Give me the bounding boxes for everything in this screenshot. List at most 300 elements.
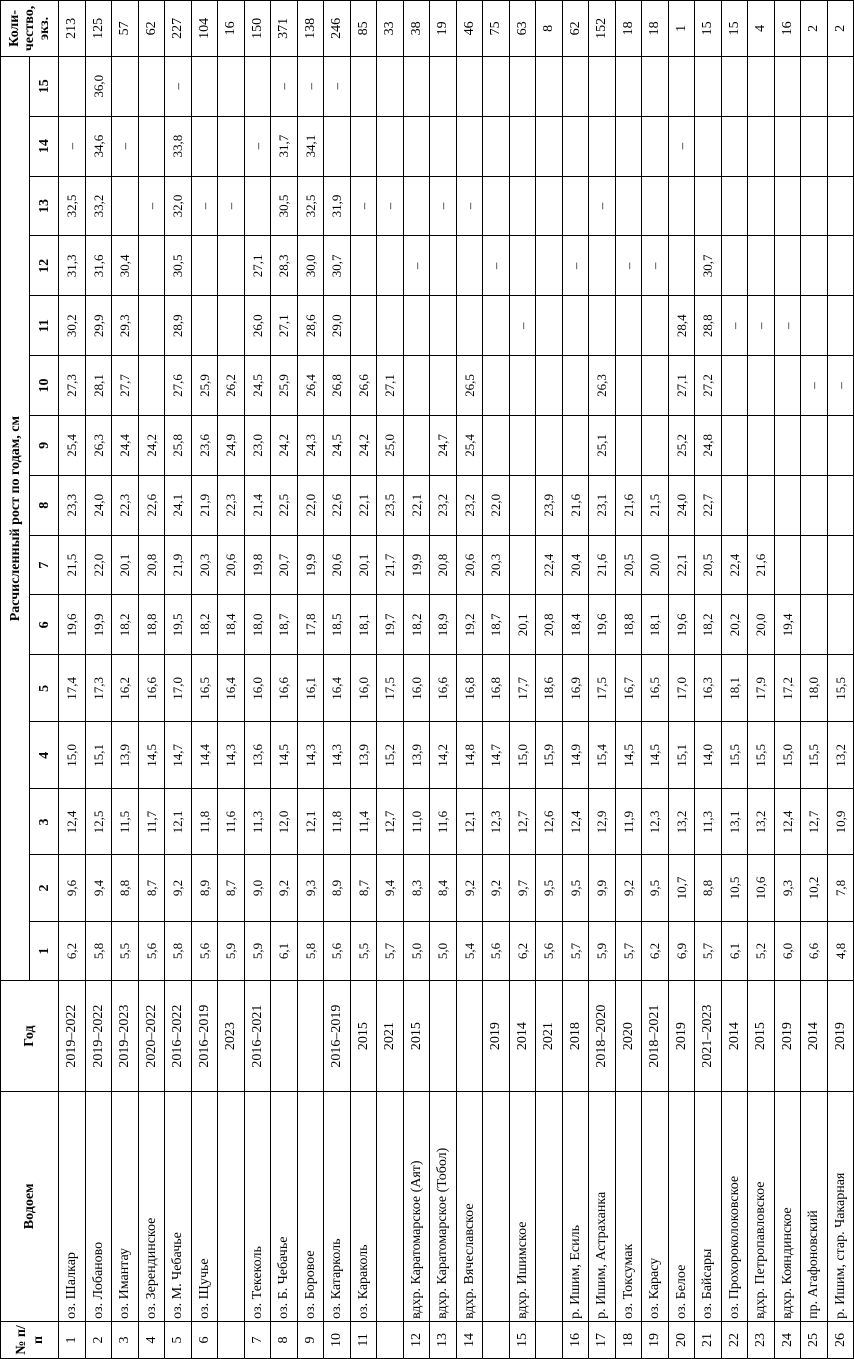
year: 2019–2023 bbox=[112, 981, 139, 1091]
growth-value: 9,9 bbox=[589, 855, 616, 921]
year bbox=[297, 981, 324, 1091]
growth-value: 9,5 bbox=[536, 855, 563, 921]
growth-value bbox=[536, 116, 563, 176]
water-body: вдхр. Вячеславское bbox=[456, 1091, 483, 1321]
growth-value: 27,1 bbox=[271, 296, 298, 356]
growth-value: 20,8 bbox=[430, 535, 457, 595]
year: 2019–2022 bbox=[59, 981, 86, 1091]
row-number: 25 bbox=[801, 1321, 828, 1358]
growth-value bbox=[801, 296, 828, 356]
growth-value: 18,2 bbox=[191, 595, 218, 655]
growth-value: 20,0 bbox=[642, 535, 669, 595]
growth-value: – bbox=[165, 56, 192, 116]
growth-value bbox=[642, 296, 669, 356]
count: 15 bbox=[721, 1, 748, 57]
growth-value: 8,4 bbox=[430, 855, 457, 921]
growth-value: 26,5 bbox=[456, 356, 483, 416]
growth-value: 24,9 bbox=[218, 415, 245, 475]
row-number: 24 bbox=[774, 1321, 801, 1358]
header-age-9: 9 bbox=[30, 415, 59, 475]
growth-value: 16,0 bbox=[403, 655, 430, 722]
growth-value bbox=[138, 356, 165, 416]
growth-value: 15,0 bbox=[509, 722, 536, 789]
growth-value bbox=[774, 535, 801, 595]
growth-value: 8,8 bbox=[112, 855, 139, 921]
growth-value: 21,5 bbox=[59, 535, 86, 595]
count: 125 bbox=[85, 1, 112, 57]
growth-value: 32,5 bbox=[59, 176, 86, 236]
growth-value: 23,9 bbox=[536, 475, 563, 535]
growth-value: 24,2 bbox=[350, 415, 377, 475]
water-body: р. Ишим, Астраханка bbox=[589, 1091, 616, 1321]
growth-value bbox=[695, 116, 722, 176]
growth-value bbox=[377, 56, 404, 116]
growth-value: 20,0 bbox=[748, 595, 775, 655]
water-body: оз. Боровое bbox=[297, 1091, 324, 1321]
growth-value: 13,1 bbox=[721, 789, 748, 855]
growth-value: 18,1 bbox=[350, 595, 377, 655]
growth-value bbox=[138, 236, 165, 296]
growth-value: 17,2 bbox=[774, 655, 801, 722]
growth-value: 18,0 bbox=[801, 655, 828, 722]
growth-value: 10,2 bbox=[801, 855, 828, 921]
growth-value: 19,6 bbox=[589, 595, 616, 655]
row-number: 3 bbox=[112, 1321, 139, 1358]
year: 2019 bbox=[483, 981, 510, 1091]
growth-value bbox=[59, 56, 86, 116]
count: 1 bbox=[668, 1, 695, 57]
growth-value: 25,8 bbox=[165, 415, 192, 475]
growth-value: 15,9 bbox=[536, 722, 563, 789]
growth-value: 15,4 bbox=[589, 722, 616, 789]
row-number: 16 bbox=[562, 1321, 589, 1358]
growth-value bbox=[536, 56, 563, 116]
growth-value: 24,5 bbox=[324, 415, 351, 475]
row-number: 1 bbox=[59, 1321, 86, 1358]
growth-value: 22,0 bbox=[85, 535, 112, 595]
growth-value: 16,0 bbox=[350, 655, 377, 722]
growth-value: 23,2 bbox=[430, 475, 457, 535]
growth-value: 5,7 bbox=[615, 921, 642, 981]
growth-value: 30,0 bbox=[297, 236, 324, 296]
growth-value: 18,1 bbox=[642, 595, 669, 655]
growth-value: 9,3 bbox=[297, 855, 324, 921]
table-row bbox=[85, 1, 112, 1359]
growth-value: 11,3 bbox=[695, 789, 722, 855]
growth-value: 5,9 bbox=[218, 921, 245, 981]
growth-value: 5,6 bbox=[324, 921, 351, 981]
growth-value: 18,4 bbox=[562, 595, 589, 655]
table-row bbox=[324, 1, 351, 1359]
growth-value: 27,2 bbox=[695, 356, 722, 416]
growth-value: 17,0 bbox=[165, 655, 192, 722]
water-body: оз. Текеколь bbox=[244, 1091, 271, 1321]
count: 150 bbox=[244, 1, 271, 57]
growth-value: 16,4 bbox=[324, 655, 351, 722]
growth-value: 22,4 bbox=[721, 535, 748, 595]
growth-value: 12,1 bbox=[165, 789, 192, 855]
growth-value bbox=[801, 56, 828, 116]
year: 2019–2022 bbox=[85, 981, 112, 1091]
growth-value bbox=[615, 356, 642, 416]
growth-value bbox=[562, 176, 589, 236]
growth-value: 12,7 bbox=[801, 789, 828, 855]
growth-value bbox=[721, 116, 748, 176]
growth-value: 24,2 bbox=[271, 415, 298, 475]
growth-value: 16,5 bbox=[191, 655, 218, 722]
count: 75 bbox=[483, 1, 510, 57]
water-body: оз. Байсары bbox=[695, 1091, 722, 1321]
growth-value bbox=[827, 236, 854, 296]
growth-value bbox=[191, 56, 218, 116]
growth-value: 22,7 bbox=[695, 475, 722, 535]
header-year: Год bbox=[1, 981, 59, 1091]
growth-value: 26,2 bbox=[218, 356, 245, 416]
row-number: 8 bbox=[271, 1321, 298, 1358]
growth-value: 16,7 bbox=[615, 655, 642, 722]
growth-value bbox=[668, 56, 695, 116]
growth-value: 20,5 bbox=[615, 535, 642, 595]
count: 62 bbox=[138, 1, 165, 57]
growth-value: 12,4 bbox=[59, 789, 86, 855]
growth-value: 19,6 bbox=[59, 595, 86, 655]
growth-value: 22,1 bbox=[403, 475, 430, 535]
growth-value: 26,4 bbox=[297, 356, 324, 416]
growth-value: 22,3 bbox=[112, 475, 139, 535]
growth-value: 12,4 bbox=[562, 789, 589, 855]
growth-value bbox=[642, 415, 669, 475]
table-row bbox=[642, 1, 669, 1359]
growth-value: 6,1 bbox=[271, 921, 298, 981]
growth-value: 30,4 bbox=[112, 236, 139, 296]
growth-value: 5,8 bbox=[165, 921, 192, 981]
growth-value: 29,3 bbox=[112, 296, 139, 356]
growth-value: 30,7 bbox=[324, 236, 351, 296]
header-age-1: 1 bbox=[30, 921, 59, 981]
water-body: р. Ишим, Есиль bbox=[562, 1091, 589, 1321]
year: 2014 bbox=[801, 981, 828, 1091]
header-age-12: 12 bbox=[30, 236, 59, 296]
growth-value: 9,5 bbox=[642, 855, 669, 921]
growth-value: 12,1 bbox=[297, 789, 324, 855]
count: 152 bbox=[589, 1, 616, 57]
growth-value: 22,1 bbox=[350, 475, 377, 535]
table-row bbox=[271, 1, 298, 1359]
growth-value: 20,6 bbox=[324, 535, 351, 595]
growth-value: 20,8 bbox=[536, 595, 563, 655]
growth-value bbox=[218, 56, 245, 116]
growth-value bbox=[324, 116, 351, 176]
growth-value: 9,2 bbox=[165, 855, 192, 921]
growth-value: – bbox=[456, 176, 483, 236]
growth-value bbox=[509, 116, 536, 176]
water-body: вдхр. Каратомарское (Аят) bbox=[403, 1091, 430, 1321]
growth-value: 14,5 bbox=[642, 722, 669, 789]
growth-value: 21,6 bbox=[589, 535, 616, 595]
growth-value: 26,6 bbox=[350, 356, 377, 416]
table-row bbox=[615, 1, 642, 1359]
growth-value: 16,8 bbox=[456, 655, 483, 722]
growth-value: 16,5 bbox=[642, 655, 669, 722]
water-body: оз. Зерендинское bbox=[138, 1091, 165, 1321]
count: 63 bbox=[509, 1, 536, 57]
growth-value: – bbox=[827, 356, 854, 416]
growth-value: 26,8 bbox=[324, 356, 351, 416]
row-number: 17 bbox=[589, 1321, 616, 1358]
growth-value bbox=[748, 116, 775, 176]
table-row bbox=[430, 1, 457, 1359]
growth-value bbox=[721, 176, 748, 236]
year: 2018–2020 bbox=[589, 981, 616, 1091]
water-body: оз. Белое bbox=[668, 1091, 695, 1321]
growth-value bbox=[218, 116, 245, 176]
growth-value bbox=[615, 415, 642, 475]
growth-value: – bbox=[112, 116, 139, 176]
year: 2019 bbox=[668, 981, 695, 1091]
growth-value: 14,5 bbox=[271, 722, 298, 789]
growth-value: 12,6 bbox=[536, 789, 563, 855]
year: 2015 bbox=[748, 981, 775, 1091]
growth-value: 29,9 bbox=[85, 296, 112, 356]
growth-value bbox=[509, 415, 536, 475]
year: 2015 bbox=[350, 981, 377, 1091]
growth-value: 19,4 bbox=[774, 595, 801, 655]
growth-value bbox=[509, 535, 536, 595]
count: 8 bbox=[536, 1, 563, 57]
count: 104 bbox=[191, 1, 218, 57]
growth-value: 5,6 bbox=[191, 921, 218, 981]
year: 2014 bbox=[509, 981, 536, 1091]
growth-value: – bbox=[721, 296, 748, 356]
growth-value: 33,2 bbox=[85, 176, 112, 236]
growth-value bbox=[562, 415, 589, 475]
growth-value bbox=[483, 296, 510, 356]
growth-value: 18,4 bbox=[218, 595, 245, 655]
header-age-13: 13 bbox=[30, 176, 59, 236]
growth-value: 11,3 bbox=[244, 789, 271, 855]
growth-value: – bbox=[509, 296, 536, 356]
growth-value: 12,7 bbox=[509, 789, 536, 855]
row-number bbox=[218, 1321, 245, 1358]
growth-value: 26,3 bbox=[589, 356, 616, 416]
growth-value: 5,8 bbox=[85, 921, 112, 981]
year: 2016–2022 bbox=[165, 981, 192, 1091]
growth-value: 8,9 bbox=[324, 855, 351, 921]
water-body: оз. Токсумак bbox=[615, 1091, 642, 1321]
table-row bbox=[165, 1, 192, 1359]
header-age-11: 11 bbox=[30, 296, 59, 356]
growth-value bbox=[536, 176, 563, 236]
growth-value: 24,3 bbox=[297, 415, 324, 475]
growth-value: 14,5 bbox=[615, 722, 642, 789]
row-number: 26 bbox=[827, 1321, 854, 1358]
table-row bbox=[403, 1, 430, 1359]
growth-value bbox=[827, 296, 854, 356]
growth-value: 27,6 bbox=[165, 356, 192, 416]
table-row bbox=[244, 1, 271, 1359]
growth-value bbox=[721, 56, 748, 116]
growth-value bbox=[642, 56, 669, 116]
growth-value: 22,6 bbox=[324, 475, 351, 535]
growth-value: 22,4 bbox=[536, 535, 563, 595]
growth-value: 11,5 bbox=[112, 789, 139, 855]
growth-value: 9,5 bbox=[562, 855, 589, 921]
growth-value: 14,9 bbox=[562, 722, 589, 789]
growth-value: 24,5 bbox=[244, 356, 271, 416]
count: 138 bbox=[297, 1, 324, 57]
growth-value: 19,9 bbox=[403, 535, 430, 595]
growth-value: 11,8 bbox=[191, 789, 218, 855]
year: 2016–2021 bbox=[244, 981, 271, 1091]
growth-value: 6,1 bbox=[721, 921, 748, 981]
growth-value: 18,8 bbox=[615, 595, 642, 655]
growth-value: 5,5 bbox=[350, 921, 377, 981]
growth-value: 31,6 bbox=[85, 236, 112, 296]
growth-value: 16,0 bbox=[244, 655, 271, 722]
growth-value: 5,5 bbox=[112, 921, 139, 981]
water-body: вдхр. Кояндинское bbox=[774, 1091, 801, 1321]
growth-value: 27,1 bbox=[244, 236, 271, 296]
growth-value: 11,9 bbox=[615, 789, 642, 855]
growth-value bbox=[350, 296, 377, 356]
table-row bbox=[483, 1, 510, 1359]
growth-value: 25,1 bbox=[589, 415, 616, 475]
row-number: 6 bbox=[191, 1321, 218, 1358]
growth-value bbox=[827, 595, 854, 655]
row-number: 12 bbox=[403, 1321, 430, 1358]
growth-value: 12,7 bbox=[377, 789, 404, 855]
growth-value: 22,0 bbox=[297, 475, 324, 535]
growth-value: 23,2 bbox=[456, 475, 483, 535]
header-age-3: 3 bbox=[30, 789, 59, 855]
count: 38 bbox=[403, 1, 430, 57]
growth-value: 6,9 bbox=[668, 921, 695, 981]
growth-value bbox=[350, 116, 377, 176]
count: 227 bbox=[165, 1, 192, 57]
row-number: 19 bbox=[642, 1321, 669, 1358]
growth-value: 14,0 bbox=[695, 722, 722, 789]
water-body: оз. Шалкар bbox=[59, 1091, 86, 1321]
growth-value: 8,9 bbox=[191, 855, 218, 921]
year: 2018–2021 bbox=[642, 981, 669, 1091]
growth-value: 21,7 bbox=[377, 535, 404, 595]
growth-value bbox=[615, 176, 642, 236]
growth-value: 12,9 bbox=[589, 789, 616, 855]
growth-value: 11,4 bbox=[350, 789, 377, 855]
year bbox=[456, 981, 483, 1091]
growth-value bbox=[456, 56, 483, 116]
growth-value: 7,8 bbox=[827, 855, 854, 921]
growth-value bbox=[430, 296, 457, 356]
growth-value: 27,3 bbox=[59, 356, 86, 416]
growth-value: 9,7 bbox=[509, 855, 536, 921]
growth-value bbox=[191, 296, 218, 356]
growth-value: 10,9 bbox=[827, 789, 854, 855]
growth-value bbox=[536, 236, 563, 296]
growth-value: 6,2 bbox=[509, 921, 536, 981]
growth-value: – bbox=[191, 176, 218, 236]
growth-value: 22,0 bbox=[483, 475, 510, 535]
year: 2019 bbox=[827, 981, 854, 1091]
growth-value: 18,6 bbox=[536, 655, 563, 722]
growth-value bbox=[615, 296, 642, 356]
growth-value: 12,3 bbox=[483, 789, 510, 855]
header-age-6: 6 bbox=[30, 595, 59, 655]
growth-value: 15,2 bbox=[377, 722, 404, 789]
year: 2019 bbox=[774, 981, 801, 1091]
growth-value: 28,8 bbox=[695, 296, 722, 356]
growth-value: 16,1 bbox=[297, 655, 324, 722]
growth-value bbox=[748, 475, 775, 535]
growth-value: 6,2 bbox=[59, 921, 86, 981]
growth-value: 28,3 bbox=[271, 236, 298, 296]
growth-value: 14,7 bbox=[483, 722, 510, 789]
growth-value bbox=[403, 356, 430, 416]
growth-value bbox=[801, 415, 828, 475]
growth-value: 21,5 bbox=[642, 475, 669, 535]
growth-value: 17,5 bbox=[589, 655, 616, 722]
row-number: 14 bbox=[456, 1321, 483, 1358]
growth-value bbox=[562, 116, 589, 176]
count: 16 bbox=[774, 1, 801, 57]
growth-value: – bbox=[774, 296, 801, 356]
water-body: оз. Караколь bbox=[350, 1091, 377, 1321]
growth-value bbox=[509, 176, 536, 236]
growth-value bbox=[695, 56, 722, 116]
growth-value bbox=[138, 116, 165, 176]
growth-value bbox=[827, 56, 854, 116]
growth-value bbox=[456, 296, 483, 356]
growth-value: 14,4 bbox=[191, 722, 218, 789]
table-row bbox=[112, 1, 139, 1359]
growth-value: – bbox=[350, 176, 377, 236]
growth-value: 12,3 bbox=[642, 789, 669, 855]
growth-value: 34,6 bbox=[85, 116, 112, 176]
growth-value bbox=[748, 356, 775, 416]
growth-value: 12,1 bbox=[456, 789, 483, 855]
growth-value: 30,2 bbox=[59, 296, 86, 356]
growth-value: – bbox=[377, 176, 404, 236]
growth-value: 8,7 bbox=[138, 855, 165, 921]
growth-value: 20,1 bbox=[350, 535, 377, 595]
growth-value bbox=[430, 56, 457, 116]
count: 18 bbox=[642, 1, 669, 57]
growth-value: 8,3 bbox=[403, 855, 430, 921]
growth-value: – bbox=[483, 236, 510, 296]
growth-value: 27,1 bbox=[668, 356, 695, 416]
growth-value: 17,9 bbox=[748, 655, 775, 722]
growth-value bbox=[509, 475, 536, 535]
growth-value bbox=[244, 56, 271, 116]
row-number: 7 bbox=[244, 1321, 271, 1358]
growth-value: 16,6 bbox=[138, 655, 165, 722]
count: 246 bbox=[324, 1, 351, 57]
growth-value: 15,1 bbox=[668, 722, 695, 789]
growth-value: 18,7 bbox=[271, 595, 298, 655]
growth-value: 5,0 bbox=[403, 921, 430, 981]
growth-value bbox=[509, 356, 536, 416]
growth-value: 24,8 bbox=[695, 415, 722, 475]
growth-value: – bbox=[59, 116, 86, 176]
growth-value: 9,4 bbox=[377, 855, 404, 921]
table-row bbox=[456, 1, 483, 1359]
growth-value: 6,0 bbox=[774, 921, 801, 981]
growth-value: 12,0 bbox=[271, 789, 298, 855]
growth-value bbox=[562, 356, 589, 416]
header-age-8: 8 bbox=[30, 475, 59, 535]
row-number: 21 bbox=[695, 1321, 722, 1358]
growth-value: 27,7 bbox=[112, 356, 139, 416]
